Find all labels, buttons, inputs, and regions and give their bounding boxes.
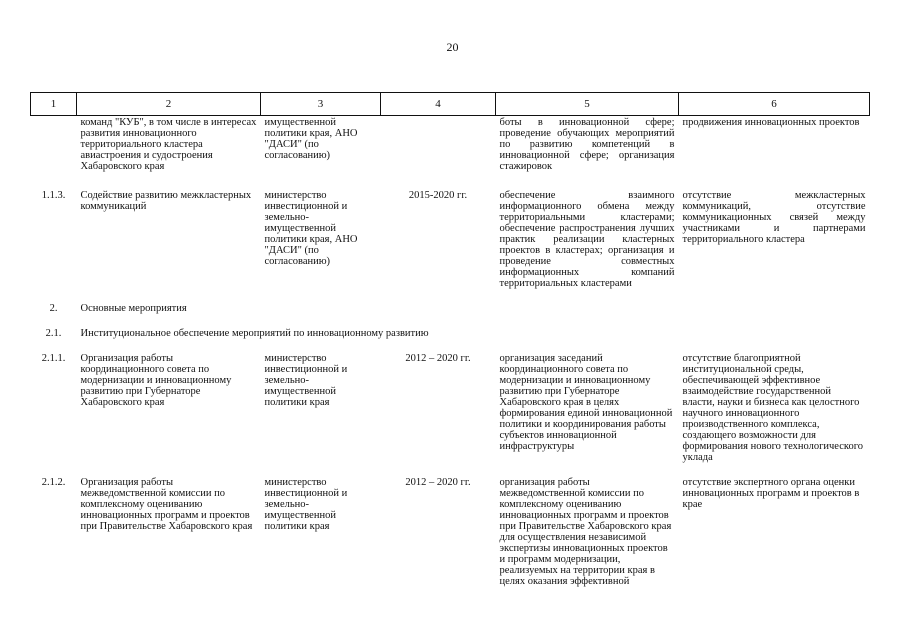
section-row [31,328,870,339]
result-cell: боты в инновационной сфере; проведение обучающих мероприятий по развитию компетенций в инновационной сфере; организация стажировок [499,117,675,172]
action-cell: Содействие развитию межкластерных коммуникаций [80,190,252,212]
page-number: 20 [446,40,459,54]
table-row [31,477,870,587]
column-header: 5 [496,93,679,116]
row-number: 2.1.2. [41,477,66,488]
result-cell: обеспечение взаимного информационного обмена между территориальными кластерами; обеспечение распространения лучших практик реализации кластерных проектов в кластерах; организация и проведение совместных информационных компаний территориальных кластерами [499,190,675,289]
risk-cell: отсутствие межкластерных коммуникаций, отсутствие коммуникационных связей между участниками и партнерами территориального кластера [682,190,866,245]
header-row [31,93,870,116]
result-cell: организация заседаний координационного совета по модернизации и инновационному развитию при Губернаторе Хабаровского края в целях формирования единой инновационной политики и координирования работы субъектов инновационной инфраструктуры [499,353,673,452]
measures-table [30,92,870,587]
column-header: 2 [77,93,261,116]
action-cell: команд "КУБ", в том числе в интересах развития инновационного территориального кластера авиастроения и судостроения Хабаровского края [80,117,257,172]
column-header: 4 [381,93,496,116]
period-cell: 2012 – 2020 гг. [405,353,471,364]
executor-cell: министерство инвестиционной и земельно-имущественной политики края [264,353,348,408]
column-header: 1 [31,93,77,116]
section-row [31,303,870,314]
section-number: 2. [49,303,58,314]
row-number [31,116,77,173]
risk-cell: продвижения инновационных проектов [682,117,860,128]
period-cell: 2015-2020 гг. [408,190,468,201]
row-number: 2.1.1. [41,353,66,364]
risk-cell: отсутствие благоприятной институциональной среды, обеспечивающей эффективное взаимодействие государственной власти, науки и бизнеса как целостного научного инновационного производственного комплекса, создающего возможности для формирования нового технологического уклада [682,353,863,463]
executor-cell: министерство инвестиционной и земельно-имущественной политики края [264,477,348,532]
column-header: 6 [679,93,870,116]
table-row [31,190,870,289]
table-row [31,353,870,463]
action-cell: Организация работы координационного совета по модернизации и инновационному развитию при Губернаторе Хабаровского края [80,353,232,408]
column-header: 3 [261,93,381,116]
table-row [31,116,870,173]
period-cell: 2012 – 2020 гг. [405,477,471,488]
period-cell [381,116,496,173]
risk-cell: отсутствие экспертного органа оценки инновационных программ и проектов в крае [682,477,860,510]
executor-cell: министерство инвестиционной и земельно-имущественной политики края, АНО "ДАСИ" (по согласованию) [264,190,358,267]
executor-cell: имущественной политики края, АНО "ДАСИ" (по согласованию) [264,117,358,161]
section-number: 2.1. [45,328,62,339]
section-title: Институциональное обеспечение мероприятий по инновационному развитию [80,328,429,339]
section-title: Основные мероприятия [80,303,187,314]
result-cell: организация работы межведомственной комиссии по комплексному оцениванию инновационных программ и проектов при Правительстве Хабаровского края для осуществления независимой экспертизы инновационных проектов и программ модернизации, реализуемых на территории края в целях оказания эффективной [499,477,672,587]
row-number: 1.1.3. [41,190,66,201]
action-cell: Организация работы межведомственной комиссии по комплексному оцениванию инновационных программ и проектов при Правительстве Хабаровского края [80,477,253,532]
